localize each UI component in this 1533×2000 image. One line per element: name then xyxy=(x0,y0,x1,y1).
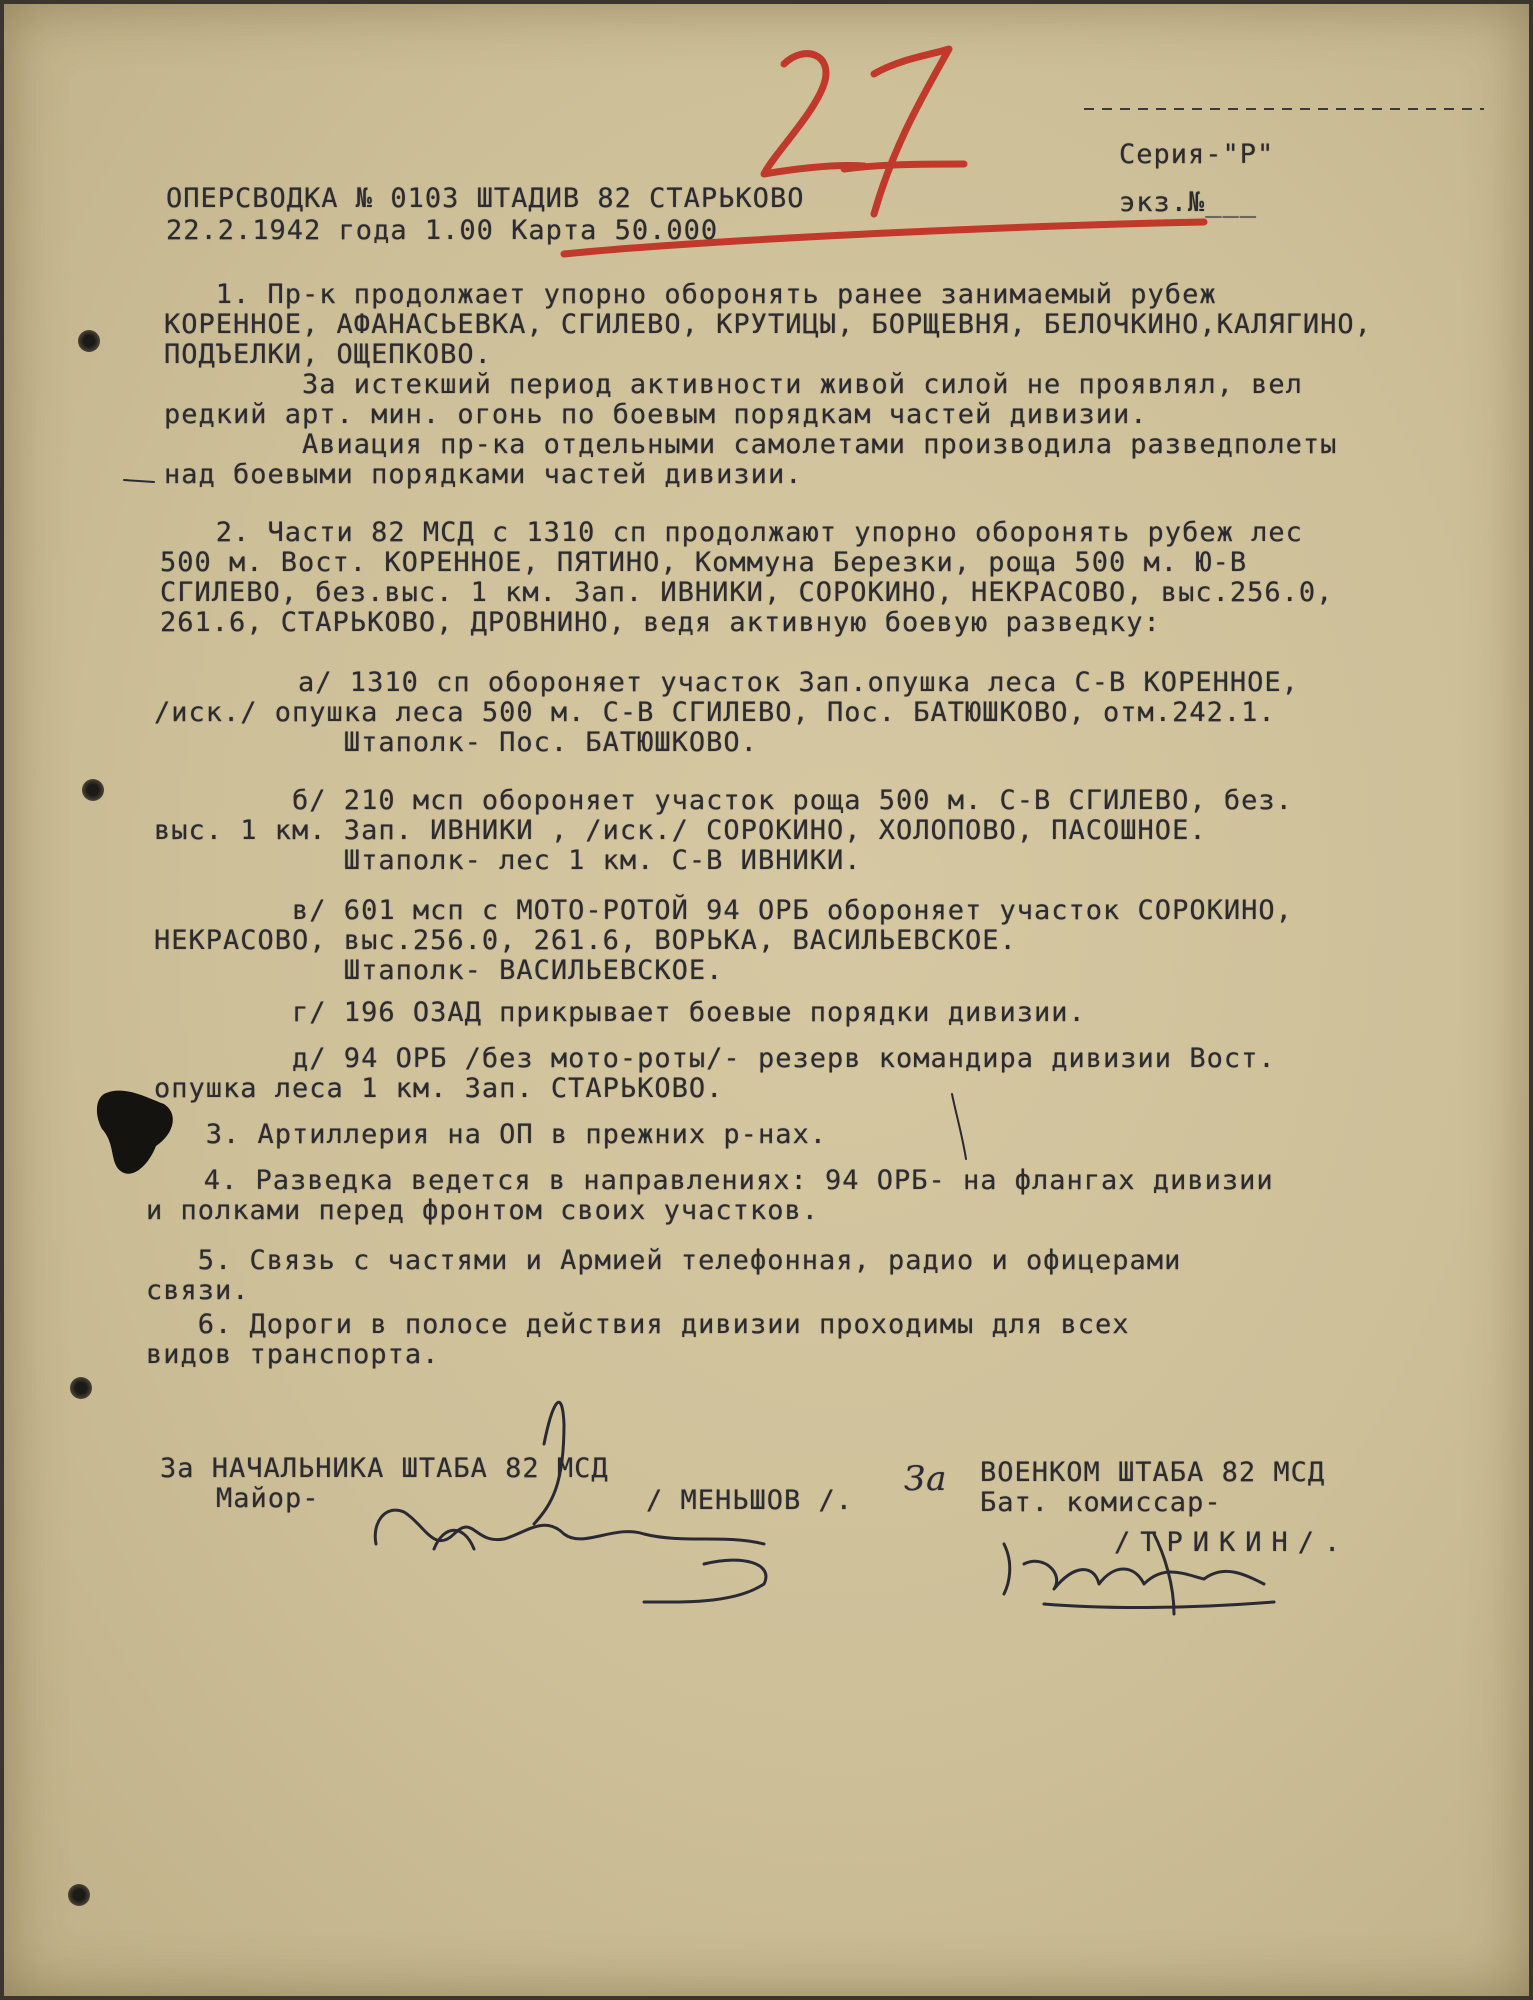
signature-mark-right xyxy=(1004,1534,1274,1614)
body-line: д/ 94 ОРБ /без мото-роты/- резерв командира дивизии Вост. xyxy=(154,1043,1276,1074)
copy-number-label: экз.№___ xyxy=(1119,187,1258,218)
body-line: За истекший период активности живой силой не проявлял, вел xyxy=(164,369,1303,400)
body-line: и полками перед фронтом своих участков. xyxy=(146,1195,819,1226)
signature-mark-left xyxy=(375,1402,766,1602)
body-line: над боевыми порядками частей дивизии. xyxy=(164,459,803,490)
body-line: 2. Части 82 МСД с 1310 сп продолжают упорно оборонять рубеж лес xyxy=(164,517,1303,548)
signature-right-rank: Бат. комиссар- xyxy=(980,1487,1222,1518)
body-line: 500 м. Вост. КОРЕННОЕ, ПЯТИНО, Коммуна Березки, роща 500 м. Ю-В xyxy=(160,547,1248,578)
signature-left-name: / МЕНЬШОВ /. xyxy=(646,1485,854,1516)
body-line: НЕКРАСОВО, выс.256.0, 261.6, ВОРЬКА, ВАСИЛЬЕВСКОЕ. xyxy=(154,925,1017,956)
margin-pencil-mark xyxy=(124,480,966,1159)
body-line: ПОДЪЕЛКИ, ОЩЕПКОВО. xyxy=(164,339,492,370)
signature-right-title: ВОЕНКОМ ШТАБА 82 МСД xyxy=(980,1457,1326,1488)
body-line: КОРЕННОЕ, АФАНАСЬЕВКА, СГИЛЕВО, КРУТИЦЫ, БОРЩЕВНЯ, БЕЛОЧКИНО,КАЛЯГИНО, xyxy=(164,309,1372,340)
body-line: 261.6, СТАРЬКОВО, ДРОВНИНО, ведя активную боевую разведку: xyxy=(160,607,1161,638)
red-pencil-number xyxy=(564,49,1204,254)
document-title: ОПЕРСВОДКА № 0103 ШТАДИВ 82 СТАРЬКОВО xyxy=(166,183,805,214)
body-line: связи. xyxy=(146,1275,250,1306)
body-line: опушка леса 1 км. Зап. СТАРЬКОВО. xyxy=(154,1073,724,1104)
body-line: 3. Артиллерия на ОП в прежних р-нах. xyxy=(154,1119,827,1150)
body-line: СГИЛЕВО, без.выс. 1 км. Зап. ИВНИКИ, СОРОКИНО, НЕКРАСОВО, выс.256.0, xyxy=(160,577,1334,608)
body-line: г/ 196 ОЗАД прикрывает боевые порядки дивизии. xyxy=(154,997,1086,1028)
signature-left-rank: Майор- xyxy=(216,1483,320,1514)
body-line: 6. Дороги в полосе действия дивизии проходимы для всех xyxy=(146,1309,1130,1340)
signature-left-title: За НАЧАЛЬНИКА ШТАБА 82 МСД xyxy=(160,1453,609,1484)
document-date-line: 22.2.1942 года 1.00 Карта 50.000 xyxy=(166,215,719,246)
handwriting-layer xyxy=(4,4,1529,1996)
body-line: Штаполк- Пос. БАТЮШКОВО. xyxy=(154,727,758,758)
signature-right-prefix: За xyxy=(904,1459,948,1499)
signature-right-name: /ТРИКИН/. xyxy=(1114,1527,1351,1558)
body-line: Штаполк- лес 1 км. С-В ИВНИКИ. xyxy=(154,845,862,876)
body-line: 4. Разведка ведется в направлениях: 94 ОРБ- на флангах дивизии xyxy=(152,1165,1274,1196)
body-line: 5. Связь с частями и Армией телефонная, радио и офицерами xyxy=(146,1245,1182,1276)
body-line: /иск./ опушка леса 500 м. С-В СГИЛЕВО, Пос. БАТЮШКОВО, отм.242.1. xyxy=(154,697,1276,728)
body-line: б/ 210 мсп обороняет участок роща 500 м. С-В СГИЛЕВО, без. xyxy=(154,785,1293,816)
body-line: редкий арт. мин. огонь по боевым порядкам частей дивизии. xyxy=(164,399,1148,430)
body-line: 1. Пр-к продолжает упорно оборонять ранее занимаемый рубеж xyxy=(164,279,1217,310)
body-line: выс. 1 км. Зап. ИВНИКИ , /иск./ СОРОКИНО, ХОЛОПОВО, ПАСОШНОЕ. xyxy=(154,815,1207,846)
body-line: а/ 1310 сп обороняет участок Зап.опушка леса С-В КОРЕННОЕ, xyxy=(160,667,1299,698)
body-line: Штаполк- ВАСИЛЬЕВСКОЕ. xyxy=(154,955,724,986)
body-line: видов транспорта. xyxy=(146,1339,440,1370)
body-line: в/ 601 мсп с МОТО-РОТОЙ 94 ОРБ обороняет участок СОРОКИНО, xyxy=(154,895,1293,926)
series-label: Серия-"Р" xyxy=(1119,139,1275,170)
body-line: Авиация пр-ка отдельными самолетами производила разведполеты xyxy=(164,429,1338,460)
document-page xyxy=(4,4,1529,1996)
